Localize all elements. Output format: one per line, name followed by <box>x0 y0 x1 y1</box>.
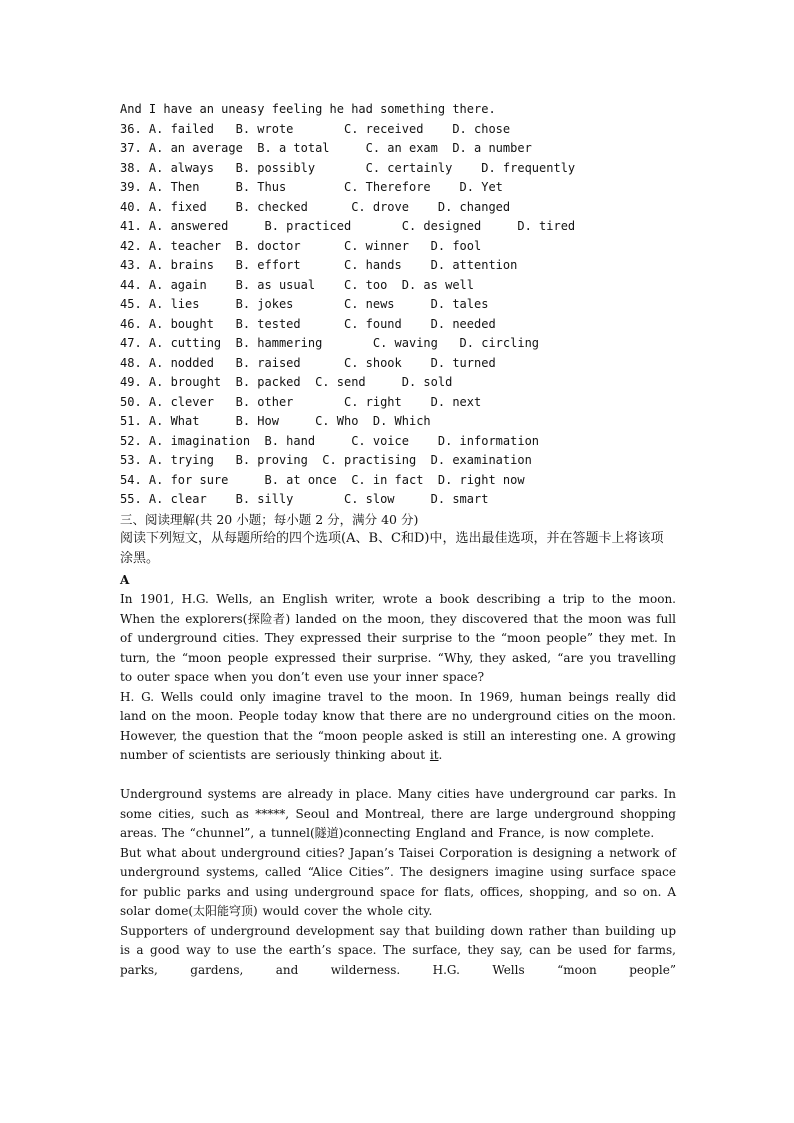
question-47: 47. A. cutting B. hammering C. waving D. circling <box>120 336 540 350</box>
question-39: 39. A. Then B. Thus C. Therefore D. Yet <box>120 180 503 194</box>
intro-line: And I have an uneasy feeling he had something there. <box>120 102 496 116</box>
paragraph-2-end: . <box>438 748 443 762</box>
question-37: 37. A. an average B. a total C. an exam D. a number <box>120 141 532 155</box>
paragraph-5: Supporters of underground development say that building down rather than building up is a good way to use the earth’s space. The surface, they say, can be used for farms, parks, gardens, and wilderness. H.G. Wells “moon people” <box>120 923 676 977</box>
question-50: 50. A. clever B. other C. right D. next <box>120 394 482 409</box>
paragraph-2 <box>120 688 676 766</box>
passage-label: A <box>120 573 130 587</box>
question-55: 55. A. clear B. silly C. slow D. smart <box>120 492 489 506</box>
question-43: 43. A. brains B. effort C. hands D. attention <box>120 258 518 272</box>
question-list <box>120 120 676 510</box>
question-44: 44. A. again B. as usual C. too D. as well <box>120 277 475 292</box>
paragraph-4: But what about underground cities? Japan’s Taisei Corporation is designing a network of underground systems, called “Alice Cities”. The designers imagine using surface space for public parks and using underground space for flats, offices, shopping, and so on. A solar dome(太阳能穹顶) would cover the whole city. <box>120 845 676 918</box>
question-54: 54. A. for sure B. at once C. in fact D. right now <box>120 472 525 487</box>
paragraph-1: In 1901, H.G. Wells, an English writer, wrote a book describing a trip to the moon. When the explorers(探险者) landed on the moon, they discovered that the moon was full of underground cities. They expressed their surprise to the “moon people” they met. In turn, the “moon people expressed their surprise. “Why, they asked, “are you travelling to outer space when you don’t even use your inner space? <box>120 592 676 684</box>
question-38: 38. A. always B. possibly C. certainly D. frequently <box>120 160 576 175</box>
question-36: 36. A. failed B. wrote C. received D. chose <box>120 121 511 136</box>
section-instructions: 阅读下列短文，从每题所给的四个选项(A、B、C和D)中，选出最佳选项，并在答题卡上将该项涂黑。 <box>120 531 664 566</box>
underlined-word: it <box>429 748 439 762</box>
question-52: 52. A. imagination B. hand C. voice D. information <box>120 433 540 448</box>
question-40: 40. A. fixed B. checked C. drove D. changed <box>120 199 511 214</box>
section-header: 三、阅读理解(共 20 小题；每小题 2 分，满分 40 分) <box>120 511 419 527</box>
paragraph-3: Underground systems are already in place. Many cities have underground car parks. In some cities, such as *****, Seoul and Montreal, there are large underground shopping areas. The “chunnel”, a tunnel(隧道)connecting England and France, is now complete. <box>120 787 676 840</box>
question-42: 42. A. teacher B. doctor C. winner D. fool <box>120 238 482 253</box>
paragraph-2-text: H. G. Wells could only imagine travel to the moon. In 1969, human beings really did land on the moon. People today know that there are no underground cities on the moon. However, the question that the “moon people asked is still an interesting one. A growing number of scientists are seriously thinking about <box>120 689 676 762</box>
question-51: 51. A. What B. How C. Who D. Which <box>120 414 431 428</box>
question-49: 49. A. brought B. packed C. send D. sold <box>120 375 453 389</box>
paragraph-spacer <box>120 766 676 786</box>
question-53: 53. A. trying B. proving C. practising D. examination <box>120 453 532 467</box>
question-41: 41. A. answered B. practiced C. designed D. tired <box>120 219 576 233</box>
question-48: 48. A. nodded B. raised C. shook D. turned <box>120 355 496 370</box>
document-page <box>120 100 676 980</box>
question-46: 46. A. bought B. tested C. found D. needed <box>120 316 496 331</box>
question-45: 45. A. lies B. jokes C. news D. tales <box>120 297 489 311</box>
